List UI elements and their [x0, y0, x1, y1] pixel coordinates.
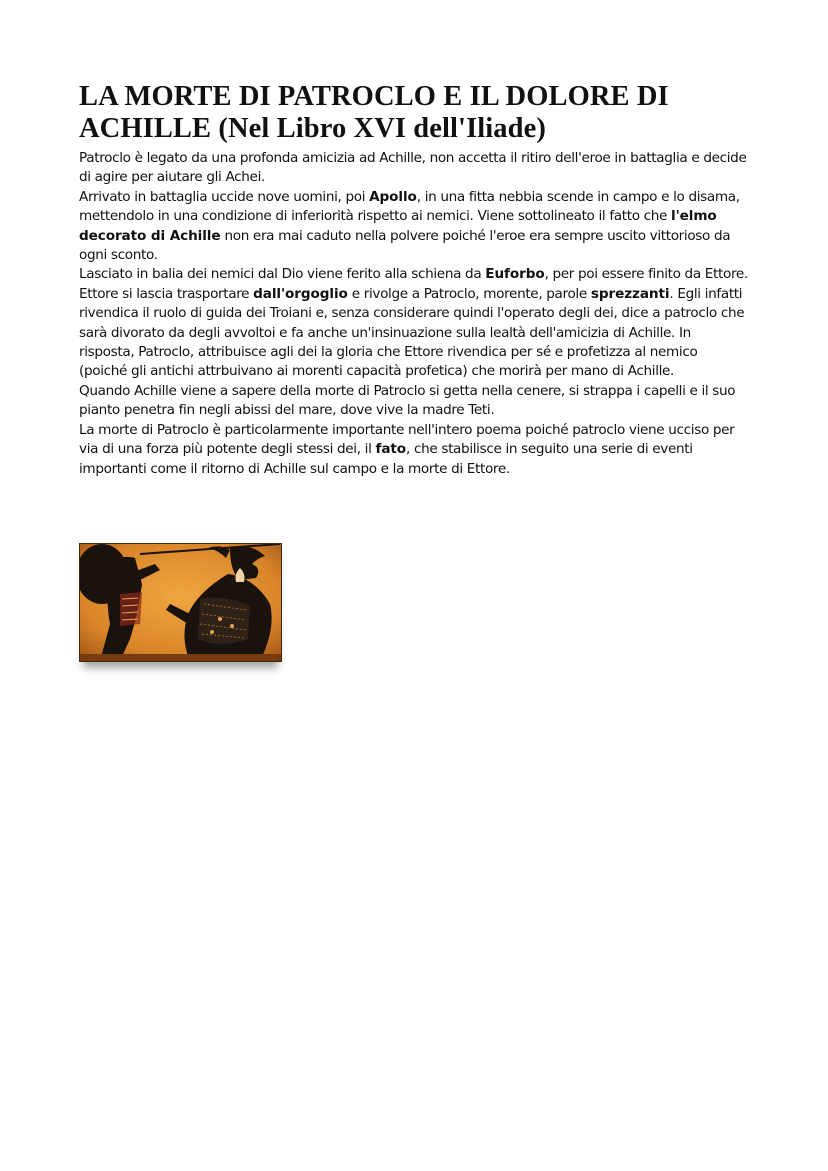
text-run: , in una fitta nebbia scende in campo e lo disama, mettendolo in una condizione di inferiorità rispetto ai nemici. Viene sottolineato il fatto che [79, 188, 740, 225]
text-run: Lasciato in balia dei nemici dal Dio viene ferito alla schiena da [79, 266, 486, 283]
text-run: , che stabilisce in seguito una serie di eventi importanti come il ritorno di Achille sul campo e la morte di Ettore. [79, 441, 693, 477]
bold-keyword: Euforbo [485, 266, 545, 283]
page-title: LA MORTE DI PATROCLO E IL DOLORE DI ACHILLE (Nel Libro XVI dell'Iliade) [79, 81, 669, 144]
text-run: , per poi essere finito da Ettore. [544, 266, 748, 283]
paragraph [79, 382, 749, 421]
text-run: . Egli infatti rivendica il ruolo di guida dei Troiani e, senza considerare quindi l'operato degli dei, dice a patroclo che sarà divorato da degli avvoltoi e fa anche un'insinuazione sulla lealtà dell'amicizia di Achille. In risposta, Patroclo, attribuisce agli dei la gloria che Ettore rivendica per sé e profetizza al nemico (poiché gli antichi attrbuivano ai morenti capacità profetica) che morirà per mano di Achille. [79, 285, 745, 380]
bold-keyword: Apollo [369, 188, 417, 205]
bold-keyword: l'elmo decorato di Achille [79, 208, 717, 244]
bold-keyword: sprezzanti [590, 285, 670, 302]
text-run: non era mai caduto nella polvere poiché l'eroe era sempre uscito vittorioso da ogni sconto. [79, 227, 731, 264]
paragraph [79, 149, 749, 188]
paragraph [79, 265, 749, 284]
bold-keyword: fato [375, 441, 407, 458]
text-run: Quando Achille viene a sapere della morte di Patroclo si getta nella cenere, si strappa i capelli e il suo pianto penetra fin negli abissi del mare, dove vive la madre Teti. [79, 382, 736, 419]
body-text [79, 149, 749, 479]
text-run: e rivolge a Patroclo, morente, parole [347, 285, 591, 302]
paragraph [79, 421, 749, 479]
paragraph [79, 285, 749, 382]
text-run: Ettore si lascia trasportare [79, 285, 254, 302]
greek-vase-painting-icon [80, 544, 281, 661]
vase-painting-image [79, 543, 282, 662]
text-run: La morte di Patroclo è particolarmente importante nell'intero poema poiché patroclo viene ucciso per via di una forza più potente degli stessi dei, il [79, 421, 735, 458]
document-content [79, 81, 749, 479]
bold-keyword: dall'orgoglio [253, 285, 348, 302]
text-run: Arrivato in battaglia uccide nove uomini, poi [79, 188, 370, 205]
paragraph [79, 188, 749, 266]
text-run: Patroclo è legato da una profonda amicizia ad Achille, non accetta il ritiro dell'eroe in battaglia e decide di agire per aiutare gli Achei. [79, 150, 747, 186]
